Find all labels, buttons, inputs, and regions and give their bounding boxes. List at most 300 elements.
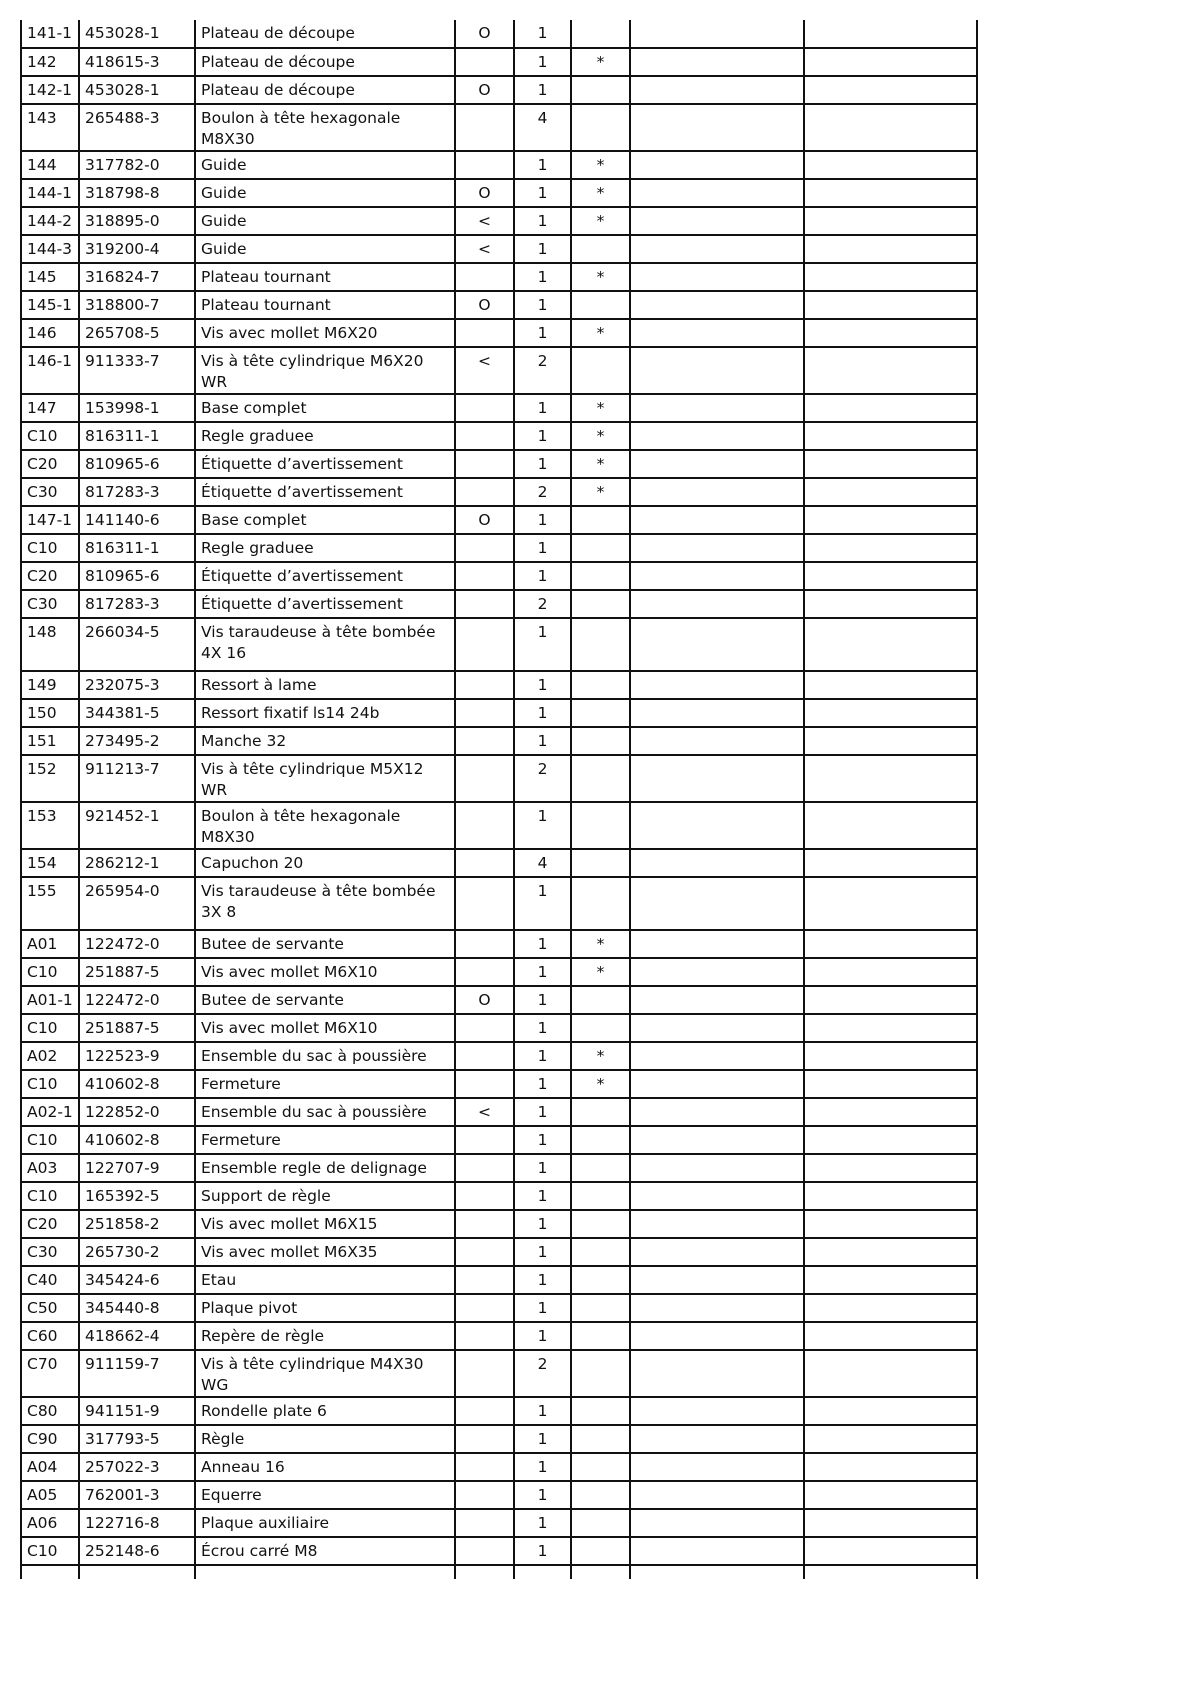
remarks-cell [804,727,977,755]
remarks-cell [804,802,977,849]
description-cell: Plateau tournant [195,263,455,291]
description-cell: Étiquette d’avertissement [195,562,455,590]
part-number-cell: 153998-1 [79,394,195,422]
description-cell: Vis à tête cylindrique M4X30 WG [195,1350,455,1397]
part-number-cell: 273495-2 [79,727,195,755]
table-row [21,506,977,534]
table-row [21,263,977,291]
quantity-cell: 1 [514,1397,571,1425]
notes-cell [630,319,804,347]
item-number-cell: C10 [21,1537,79,1565]
notes-cell [630,1266,804,1294]
table-row [21,104,977,151]
table-row [21,802,977,849]
remarks-cell [804,1238,977,1266]
mark-cell [571,1098,630,1126]
notes-cell [630,590,804,618]
quantity-cell: 1 [514,422,571,450]
notes-cell [630,802,804,849]
quantity-cell: 1 [514,986,571,1014]
quantity-cell: 2 [514,347,571,394]
remarks-cell [804,76,977,104]
part-number-cell: 265730-2 [79,1238,195,1266]
table-row [21,877,977,930]
quantity-cell: 1 [514,1453,571,1481]
remarks-cell [804,422,977,450]
notes-cell [630,699,804,727]
mark-cell: * [571,1042,630,1070]
item-number-cell: C50 [21,1294,79,1322]
code-cell [455,727,514,755]
code-cell [455,48,514,76]
part-number-cell: 286212-1 [79,849,195,877]
mark-cell [571,699,630,727]
table-row-partial [21,1565,977,1579]
table-row [21,76,977,104]
description-cell: Boulon à tête hexagonale M8X30 [195,104,455,151]
table-row [21,1182,977,1210]
code-cell [455,1481,514,1509]
code-cell [455,1322,514,1350]
quantity-cell: 1 [514,48,571,76]
part-number-cell: 817283-3 [79,590,195,618]
item-number-cell: 144 [21,151,79,179]
code-cell [455,319,514,347]
notes-cell [630,1509,804,1537]
quantity-cell: 2 [514,590,571,618]
table-row [21,347,977,394]
mark-cell [571,1210,630,1238]
quantity-cell: 1 [514,1537,571,1565]
table-row [21,1042,977,1070]
item-number-cell: 151 [21,727,79,755]
table-row [21,958,977,986]
notes-cell [630,1126,804,1154]
notes-cell [630,1238,804,1266]
item-number-cell: 145 [21,263,79,291]
mark-cell: * [571,263,630,291]
code-cell [455,104,514,151]
quantity-cell: 1 [514,319,571,347]
quantity-cell: 1 [514,1425,571,1453]
part-number-cell: 410602-8 [79,1070,195,1098]
table-row [21,1509,977,1537]
remarks-cell [804,235,977,263]
table-row [21,534,977,562]
notes-cell [630,562,804,590]
quantity-cell: 1 [514,1509,571,1537]
table-row [21,1210,977,1238]
part-number-cell: 122523-9 [79,1042,195,1070]
remarks-cell [804,48,977,76]
table-row [21,562,977,590]
remarks-cell [804,618,977,671]
remarks-cell [804,1397,977,1425]
table-row [21,291,977,319]
item-number-cell: 153 [21,802,79,849]
code-cell [455,1453,514,1481]
mark-cell [571,802,630,849]
quantity-cell: 1 [514,235,571,263]
description-cell: Écrou carré M8 [195,1537,455,1565]
code-cell [455,394,514,422]
table-row [21,450,977,478]
remarks-cell [804,506,977,534]
mark-cell: * [571,1070,630,1098]
table-row [21,1453,977,1481]
description-cell: Rondelle plate 6 [195,1397,455,1425]
item-number-cell: 143 [21,104,79,151]
notes-cell [630,1537,804,1565]
part-number-cell: 345440-8 [79,1294,195,1322]
table-row [21,1294,977,1322]
mark-cell: * [571,478,630,506]
remarks-cell [804,151,977,179]
notes-cell [630,1453,804,1481]
quantity-cell: 1 [514,699,571,727]
empty-cell [804,1565,977,1579]
code-cell [455,1537,514,1565]
notes-cell [630,930,804,958]
description-cell: Butee de servante [195,930,455,958]
notes-cell [630,958,804,986]
remarks-cell [804,562,977,590]
code-cell [455,618,514,671]
item-number-cell: C10 [21,534,79,562]
item-number-cell: 145-1 [21,291,79,319]
part-number-cell: 816311-1 [79,534,195,562]
description-cell: Ensemble regle de delignage [195,1154,455,1182]
part-number-cell: 316824-7 [79,263,195,291]
table-row [21,590,977,618]
item-number-cell: A06 [21,1509,79,1537]
table-row [21,1238,977,1266]
code-cell: < [455,1098,514,1126]
mark-cell [571,1397,630,1425]
description-cell: Vis avec mollet M6X20 [195,319,455,347]
item-number-cell: A05 [21,1481,79,1509]
part-number-cell: 344381-5 [79,699,195,727]
quantity-cell: 1 [514,1182,571,1210]
quantity-cell: 1 [514,1210,571,1238]
description-cell: Vis avec mollet M6X10 [195,958,455,986]
mark-cell [571,1322,630,1350]
remarks-cell [804,1453,977,1481]
notes-cell [630,755,804,802]
remarks-cell [804,1126,977,1154]
quantity-cell: 1 [514,958,571,986]
code-cell [455,877,514,930]
mark-cell [571,727,630,755]
quantity-cell: 2 [514,755,571,802]
part-number-cell: 122472-0 [79,930,195,958]
remarks-cell [804,319,977,347]
description-cell: Base complet [195,394,455,422]
part-number-cell: 122852-0 [79,1098,195,1126]
mark-cell: * [571,151,630,179]
item-number-cell: 144-3 [21,235,79,263]
description-cell: Plaque pivot [195,1294,455,1322]
mark-cell: * [571,958,630,986]
table-row [21,755,977,802]
item-number-cell: A03 [21,1154,79,1182]
description-cell: Equerre [195,1481,455,1509]
item-number-cell: 149 [21,671,79,699]
quantity-cell: 1 [514,802,571,849]
table-row [21,179,977,207]
description-cell: Fermeture [195,1070,455,1098]
quantity-cell: 1 [514,506,571,534]
part-number-cell: 941151-9 [79,1397,195,1425]
remarks-cell [804,1322,977,1350]
part-number-cell: 418615-3 [79,48,195,76]
item-number-cell: C10 [21,422,79,450]
code-cell [455,422,514,450]
notes-cell [630,1481,804,1509]
quantity-cell: 1 [514,1294,571,1322]
quantity-cell: 1 [514,562,571,590]
item-number-cell: C10 [21,1014,79,1042]
notes-cell [630,1182,804,1210]
mark-cell: * [571,422,630,450]
notes-cell [630,506,804,534]
description-cell: Regle graduee [195,422,455,450]
item-number-cell: 144-1 [21,179,79,207]
remarks-cell [804,849,977,877]
table-row [21,394,977,422]
description-cell: Étiquette d’avertissement [195,450,455,478]
parts-table [20,20,978,1579]
part-number-cell: 252148-6 [79,1537,195,1565]
part-number-cell: 265708-5 [79,319,195,347]
table-row [21,207,977,235]
remarks-cell [804,1425,977,1453]
remarks-cell [804,930,977,958]
mark-cell [571,235,630,263]
quantity-cell: 1 [514,1266,571,1294]
empty-cell [630,1565,804,1579]
mark-cell [571,1126,630,1154]
mark-cell: * [571,450,630,478]
remarks-cell [804,179,977,207]
remarks-cell [804,1154,977,1182]
description-cell: Plaque auxiliaire [195,1509,455,1537]
item-number-cell: C30 [21,1238,79,1266]
mark-cell [571,534,630,562]
notes-cell [630,1210,804,1238]
description-cell: Ensemble du sac à poussière [195,1042,455,1070]
table-row [21,1154,977,1182]
quantity-cell: 1 [514,727,571,755]
quantity-cell: 1 [514,76,571,104]
table-row [21,151,977,179]
code-cell [455,1182,514,1210]
remarks-cell [804,590,977,618]
item-number-cell: C40 [21,1266,79,1294]
code-cell [455,1238,514,1266]
mark-cell [571,877,630,930]
remarks-cell [804,1042,977,1070]
notes-cell [630,76,804,104]
table-row [21,1126,977,1154]
remarks-cell [804,1537,977,1565]
description-cell: Manche 32 [195,727,455,755]
part-number-cell: 122472-0 [79,986,195,1014]
part-number-cell: 122716-8 [79,1509,195,1537]
quantity-cell: 1 [514,291,571,319]
part-number-cell: 911333-7 [79,347,195,394]
notes-cell [630,1322,804,1350]
mark-cell [571,849,630,877]
notes-cell [630,1350,804,1397]
description-cell: Guide [195,151,455,179]
part-number-cell: 318800-7 [79,291,195,319]
empty-cell [79,1565,195,1579]
item-number-cell: 141-1 [21,20,79,48]
part-number-cell: 817283-3 [79,478,195,506]
quantity-cell: 1 [514,450,571,478]
description-cell: Vis à tête cylindrique M6X20 WR [195,347,455,394]
part-number-cell: 251858-2 [79,1210,195,1238]
table-row [21,1070,977,1098]
part-number-cell: 921452-1 [79,802,195,849]
quantity-cell: 1 [514,394,571,422]
mark-cell [571,1537,630,1565]
description-cell: Étiquette d’avertissement [195,590,455,618]
part-number-cell: 410602-8 [79,1126,195,1154]
quantity-cell: 1 [514,1014,571,1042]
quantity-cell: 1 [514,1481,571,1509]
quantity-cell: 1 [514,151,571,179]
notes-cell [630,151,804,179]
item-number-cell: C20 [21,562,79,590]
code-cell: O [455,179,514,207]
remarks-cell [804,755,977,802]
part-number-cell: 317782-0 [79,151,195,179]
notes-cell [630,450,804,478]
part-number-cell: 911159-7 [79,1350,195,1397]
quantity-cell: 1 [514,207,571,235]
code-cell [455,1014,514,1042]
quantity-cell: 1 [514,877,571,930]
item-number-cell: 154 [21,849,79,877]
mark-cell [571,1453,630,1481]
part-number-cell: 816311-1 [79,422,195,450]
quantity-cell: 2 [514,478,571,506]
table-row [21,1425,977,1453]
mark-cell [571,20,630,48]
description-cell: Plateau de découpe [195,48,455,76]
remarks-cell [804,877,977,930]
item-number-cell: A01-1 [21,986,79,1014]
code-cell [455,263,514,291]
notes-cell [630,179,804,207]
item-number-cell: 155 [21,877,79,930]
table-row [21,235,977,263]
item-number-cell: C90 [21,1425,79,1453]
item-number-cell: 144-2 [21,207,79,235]
quantity-cell: 1 [514,20,571,48]
mark-cell [571,1266,630,1294]
code-cell [455,958,514,986]
remarks-cell [804,1481,977,1509]
table-row [21,1014,977,1042]
mark-cell [571,104,630,151]
mark-cell [571,506,630,534]
notes-cell [630,727,804,755]
quantity-cell: 4 [514,849,571,877]
quantity-cell: 1 [514,179,571,207]
code-cell [455,1154,514,1182]
part-number-cell: 319200-4 [79,235,195,263]
item-number-cell: A02 [21,1042,79,1070]
remarks-cell [804,263,977,291]
item-number-cell: 147 [21,394,79,422]
description-cell: Règle [195,1425,455,1453]
part-number-cell: 251887-5 [79,958,195,986]
part-number-cell: 453028-1 [79,76,195,104]
part-number-cell: 317793-5 [79,1425,195,1453]
notes-cell [630,263,804,291]
notes-cell [630,986,804,1014]
remarks-cell [804,394,977,422]
remarks-cell [804,986,977,1014]
quantity-cell: 1 [514,930,571,958]
mark-cell [571,76,630,104]
description-cell: Boulon à tête hexagonale M8X30 [195,802,455,849]
item-number-cell: 146 [21,319,79,347]
remarks-cell [804,347,977,394]
table-row [21,930,977,958]
remarks-cell [804,1098,977,1126]
quantity-cell: 1 [514,1322,571,1350]
mark-cell [571,1509,630,1537]
code-cell [455,849,514,877]
code-cell [455,562,514,590]
table-row [21,1397,977,1425]
part-number-cell: 265954-0 [79,877,195,930]
quantity-cell: 1 [514,1098,571,1126]
item-number-cell: C30 [21,478,79,506]
code-cell [455,1425,514,1453]
table-row [21,319,977,347]
description-cell: Base complet [195,506,455,534]
part-number-cell: 165392-5 [79,1182,195,1210]
description-cell: Capuchon 20 [195,849,455,877]
table-row [21,1350,977,1397]
item-number-cell: 142 [21,48,79,76]
part-number-cell: 318895-0 [79,207,195,235]
remarks-cell [804,478,977,506]
notes-cell [630,1014,804,1042]
remarks-cell [804,1070,977,1098]
item-number-cell: C70 [21,1350,79,1397]
part-number-cell: 232075-3 [79,671,195,699]
code-cell [455,1042,514,1070]
description-cell: Ressort fixatif ls14 24b [195,699,455,727]
part-number-cell: 251887-5 [79,1014,195,1042]
notes-cell [630,1070,804,1098]
remarks-cell [804,1182,977,1210]
mark-cell [571,1425,630,1453]
remarks-cell [804,534,977,562]
notes-cell [630,1294,804,1322]
code-cell [455,1509,514,1537]
remarks-cell [804,1294,977,1322]
description-cell: Repère de règle [195,1322,455,1350]
code-cell [455,802,514,849]
item-number-cell: C10 [21,1182,79,1210]
